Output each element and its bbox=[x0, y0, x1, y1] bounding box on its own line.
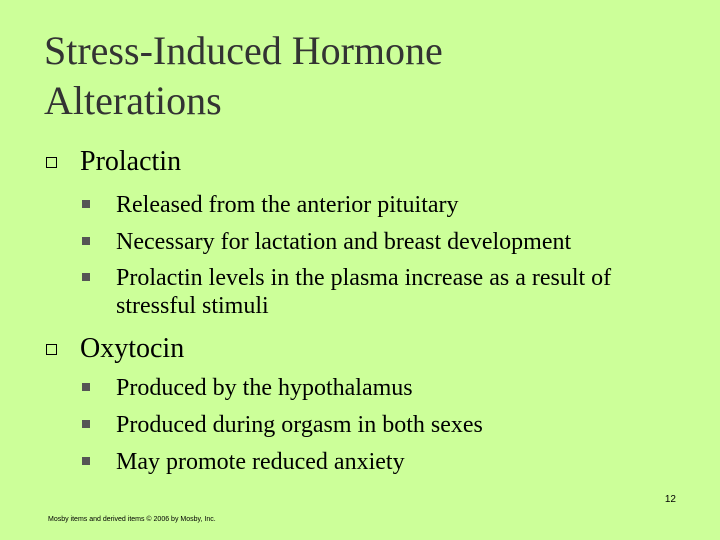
hollow-square-bullet-icon bbox=[46, 344, 57, 355]
slide-title-line-1: Stress-Induced Hormone bbox=[44, 28, 443, 73]
copyright-footer: Mosby items and derived items © 2006 by Mosby, Inc. bbox=[48, 516, 216, 523]
list-item-text: Produced by the hypothalamus bbox=[116, 375, 413, 401]
square-bullet-icon bbox=[82, 237, 90, 245]
square-bullet-icon bbox=[82, 200, 90, 208]
list-item-text: Prolactin levels in the plasma increase as a result of stressful stimuli bbox=[116, 265, 612, 319]
square-bullet-icon bbox=[82, 420, 90, 428]
page-number: 12 bbox=[664, 494, 676, 505]
square-bullet-icon bbox=[82, 457, 90, 465]
slide-title bbox=[44, 26, 684, 126]
section-heading-label: Prolactin bbox=[80, 146, 182, 177]
list-item-text: Released from the anterior pituitary bbox=[116, 192, 459, 218]
hollow-square-bullet-icon bbox=[46, 157, 57, 168]
list-item-text: May promote reduced anxiety bbox=[116, 449, 405, 475]
square-bullet-icon bbox=[82, 273, 90, 281]
list-item-text: Produced during orgasm in both sexes bbox=[116, 412, 483, 438]
section-heading-label: Oxytocin bbox=[80, 333, 185, 364]
square-bullet-icon bbox=[82, 383, 90, 391]
list-item-text: Necessary for lactation and breast development bbox=[116, 229, 572, 255]
slide-title-line-2: Alterations bbox=[44, 78, 222, 123]
